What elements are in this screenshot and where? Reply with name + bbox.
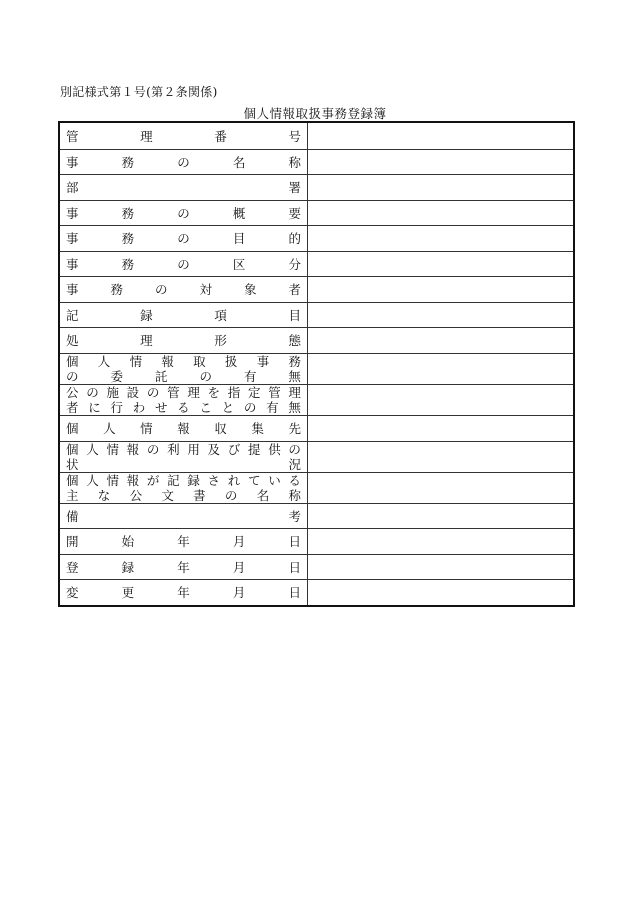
table-row — [60, 579, 573, 605]
row-label-line: 状 況 — [66, 457, 301, 472]
row-label — [60, 580, 308, 605]
row-label-line: 登 録 年 月 日 — [66, 559, 301, 575]
row-label-line: 個 人 情 報 の 利 用 及 び 提 供 の — [66, 442, 301, 457]
row-value — [308, 123, 573, 149]
table-row — [60, 225, 573, 251]
table-row — [60, 276, 573, 302]
row-label — [60, 201, 308, 225]
row-label-line: 処 理 形 態 — [66, 333, 301, 348]
row-value — [308, 473, 573, 503]
table-row — [60, 302, 573, 327]
row-label-line: 変 更 年 月 日 — [66, 585, 301, 600]
row-label — [60, 175, 308, 200]
row-label-line: 部 署 — [66, 180, 301, 195]
table-row — [60, 123, 573, 149]
row-value — [308, 150, 573, 174]
row-label-line: 事 務 の 名 称 — [66, 154, 301, 170]
row-value — [308, 303, 573, 327]
table-row — [60, 149, 573, 174]
row-label — [60, 354, 308, 384]
row-label-line: 事 務 の 区 分 — [66, 256, 301, 272]
row-label — [60, 416, 308, 441]
row-label-line: 個 人 情 報 が 記 録 さ れ て い る — [66, 473, 301, 488]
row-label-line: 事 務 の 概 要 — [66, 205, 301, 221]
row-label-line: 備 考 — [66, 508, 301, 524]
form-title: 個人情報取扱事務登録簿 — [243, 106, 387, 121]
table-row — [60, 503, 573, 528]
row-label — [60, 226, 308, 251]
table-row — [60, 251, 573, 276]
form-caption: 別記様式第１号(第２条関係) — [60, 85, 218, 99]
row-value — [308, 175, 573, 200]
row-label-line: 事 務 の 目 的 — [66, 231, 301, 246]
table-row — [60, 415, 573, 441]
registry-table — [58, 121, 575, 607]
row-value — [308, 580, 573, 605]
row-value — [308, 555, 573, 579]
table-row — [60, 327, 573, 353]
table-row — [60, 528, 573, 554]
table-row — [60, 441, 573, 472]
table-row — [60, 353, 573, 384]
row-label — [60, 328, 308, 353]
row-value — [308, 226, 573, 251]
row-label — [60, 123, 308, 149]
row-label-line: 主 な 公 文 書 の 名 称 — [66, 488, 301, 503]
row-label-line: 開 始 年 月 日 — [66, 534, 301, 549]
row-label-line: 個 人 情 報 取 扱 事 務 — [66, 354, 301, 369]
row-value — [308, 252, 573, 276]
table-row — [60, 200, 573, 225]
row-value — [308, 385, 573, 415]
row-label — [60, 385, 308, 415]
row-value — [308, 354, 573, 384]
row-value — [308, 442, 573, 472]
table-row — [60, 384, 573, 415]
row-label — [60, 473, 308, 503]
row-label — [60, 529, 308, 554]
row-value — [308, 504, 573, 528]
row-label-line: の 委 託 の 有 無 — [66, 369, 301, 384]
row-label — [60, 277, 308, 302]
row-label — [60, 555, 308, 579]
row-label — [60, 150, 308, 174]
row-value — [308, 201, 573, 225]
row-value — [308, 328, 573, 353]
row-label-line: 個 人 情 報 収 集 先 — [66, 421, 301, 436]
row-label-line: 管 理 番 号 — [66, 128, 301, 144]
row-label — [60, 252, 308, 276]
row-label-line: 記 録 項 目 — [66, 307, 301, 323]
row-label-line: 事 務 の 対 象 者 — [66, 282, 301, 297]
row-label-line: 者 に 行 わ せ る こ と の 有 無 — [66, 400, 301, 415]
table-row — [60, 554, 573, 579]
row-value — [308, 277, 573, 302]
table-row — [60, 472, 573, 503]
row-label-line: 公 の 施 設 の 管 理 を 指 定 管 理 — [66, 385, 301, 400]
table-row — [60, 174, 573, 200]
row-label — [60, 442, 308, 472]
row-value — [308, 416, 573, 441]
row-label — [60, 303, 308, 327]
row-label — [60, 504, 308, 528]
row-value — [308, 529, 573, 554]
